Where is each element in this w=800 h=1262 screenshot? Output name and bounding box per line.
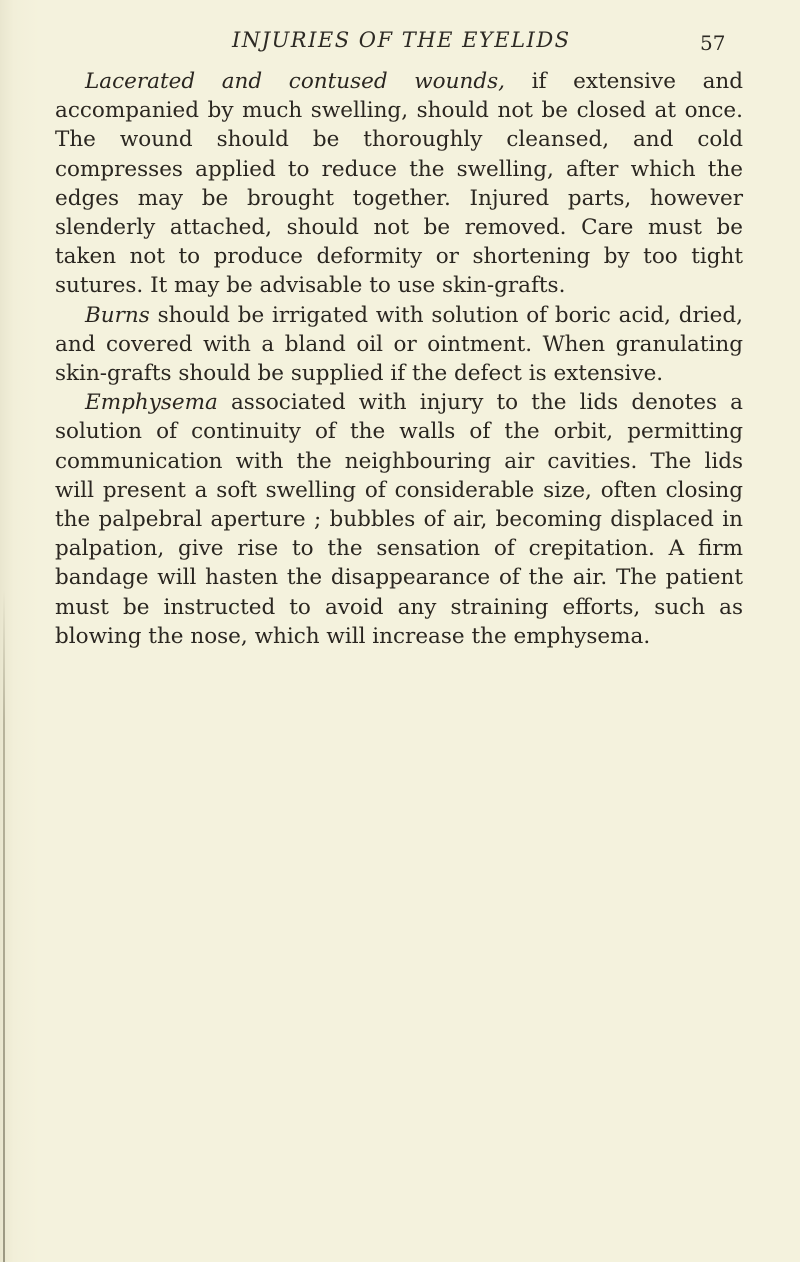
- page-number: 57: [700, 31, 726, 55]
- paragraph-body: if extensive and accompanied by much swelling, should not be closed at once. The wound should be thoroughly cleansed, and cold compresses applied to reduce the swelling, after which the edges may be brought together. Injured parts, however slenderly attached, should not be removed. Care must be taken not to produce deformity or shortening by too tight sutures. It may be advisable to use skin-grafts.: [55, 69, 744, 299]
- paragraph-lead-italic: Burns: [85, 302, 150, 328]
- page-header: [0, 28, 800, 58]
- paragraph-body: should be irrigated with solution of boric acid, dried, and covered with a bland oil or ointment. When granulating skin-grafts should be supplied if the defect is extensive.: [55, 302, 743, 387]
- body-text: [55, 67, 743, 651]
- paragraph-lead-italic: Emphysema: [85, 390, 218, 416]
- paragraph-burns: [55, 301, 743, 389]
- paragraph-emphysema: [55, 388, 743, 651]
- running-title: INJURIES OF THE EYELIDS: [232, 28, 571, 52]
- paragraph-body: associated with injury to the lids denotes a solution of continuity of the walls of the orbit, permitting communication with the neighbouring air cavities. The lids will present a soft swelling of considerable size, often closing the palpebral aperture ; bubbles of air, becoming displaced in palpation, give rise to the sensation of crepitation. A firm bandage will hasten the disappearance of the air. The patient must be instructed to avoid any straining efforts, such as blowing the nose, which will increase the emphysema.: [55, 390, 743, 649]
- page-gutter-shadow: [3, 590, 5, 1262]
- paragraph-lacerated-wounds: [55, 67, 743, 301]
- paragraph-lead-italic: Lacerated and contused wounds,: [85, 69, 505, 94]
